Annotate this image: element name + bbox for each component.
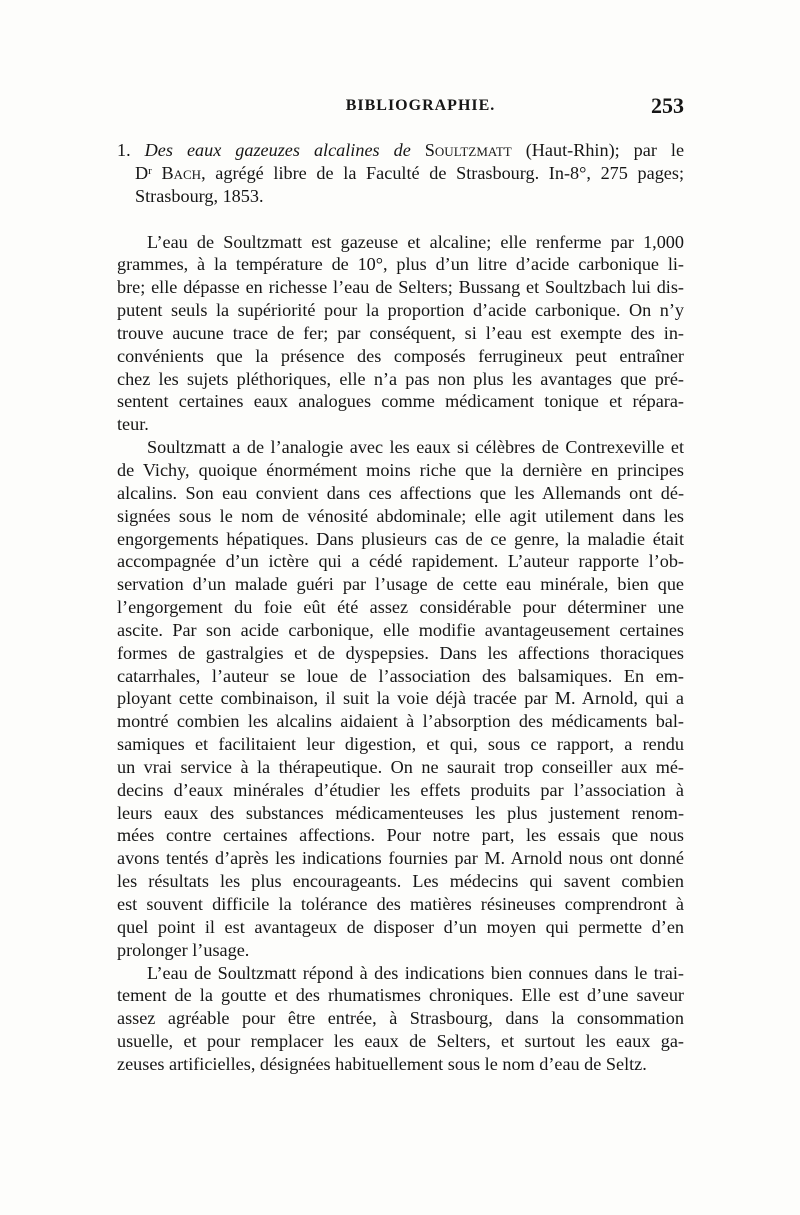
text-line: assez agréable pour être entrée, à Strasbourg, dans la consommation [117, 1008, 684, 1029]
text-line: quel point il est avantageux de disposer d’un moyen qui permette d’en [117, 916, 684, 937]
bibliographic-reference [117, 139, 684, 208]
text-line: chez les sujets pléthoriques, elle n’a pas non plus les avantages que pré- [117, 368, 684, 389]
text-line: de Vichy, quoique énormément moins riche que la dernière en principes [117, 459, 684, 480]
paragraphs [117, 231, 684, 1076]
text-line: mées contre certaines affections. Pour notre part, les essais que nous [117, 825, 684, 846]
text-line: trouve aucune trace de fer; par conséquent, si l’eau est exempte des in- [117, 322, 684, 343]
text-line: avons tentés d’après les indications fournies par M. Arnold nous ont donné [117, 848, 684, 869]
text-line: Soultzmatt a de l’analogie avec les eaux si célèbres de Contrexeville et [147, 437, 684, 458]
text-line: bre; elle dépasse en richesse l’eau de Selters; Bussang et Soultzbach lui dis- [117, 277, 684, 298]
text-line: teur. [117, 414, 149, 435]
text-line: decins d’eaux minérales d’étudier les effets produits par l’association à [117, 779, 684, 800]
section-gap [117, 208, 684, 231]
reference-place: Soultzmatt [424, 140, 512, 160]
reference-author: Bach [161, 162, 202, 183]
text-line: L’eau de Soultzmatt est gazeuse et alcaline; elle renferme par 1,000 [147, 231, 684, 252]
text-line: L’eau de Soultzmatt répond à des indications bien connues dans le trai- [147, 962, 684, 983]
text-line: accompagnée d’un ictère qui a cédé rapidement. L’auteur rapporte l’ob- [117, 551, 684, 572]
reference-author-sup: r [148, 164, 152, 177]
text-line: signées sous le nom de vénosité abdominale; elle agit utilement dans les [117, 505, 684, 526]
text-line: est souvent difficile la tolérance des matières résineuses comprendront à [117, 894, 684, 914]
reference-title: Des eaux gazeuzes alcalines de [144, 140, 411, 160]
reference-line [117, 139, 684, 162]
text-line: zeuses artificielles, désignées habituellement sous le nom d’eau de Seltz. [117, 1053, 647, 1074]
running-head-title: BIBLIOGRAPHIE. [345, 97, 496, 114]
text-line: l’engorgement du foie eût été assez considérable pour déterminer une [117, 597, 684, 618]
text-line: sentent certaines eaux analogues comme médicament tonique et répara- [117, 391, 684, 412]
text-line: convénients que la présence des composés ferrugineux peut entraîner [117, 345, 684, 366]
text-line: tement de la goutte et des rhumatismes chroniques. Elle est d’une saveur [117, 985, 684, 1006]
text-line: ployant cette combinaison, il suit la voie déjà tracée par M. Arnold, qui a [117, 688, 684, 709]
reference-region: (Haut-Rhin); par le [525, 140, 684, 160]
text-line: prolonger l’usage. [117, 939, 250, 960]
text-line: un vrai service à la thérapeutique. On ne saurait trop conseiller aux mé- [117, 756, 684, 777]
reference-line [117, 162, 684, 185]
text-line: engorgements hépatiques. Dans plusieurs cas de ce genre, la maladie était [117, 528, 684, 549]
text-line: formes de gastralgies et de dyspepsies. Dans les affections thoraciques [117, 642, 684, 663]
paragraph [117, 231, 684, 437]
text-line: usuelle, et pour remplacer les eaux de Selters, et surtout les eaux ga- [117, 1031, 684, 1052]
reference-imprint: Strasbourg, 1853. [135, 185, 264, 206]
text-line: catarrhales, l’auteur se loue de l’association des balsamiques. En em- [117, 665, 684, 686]
body-text [117, 139, 684, 1076]
text-line: servation d’un malade guéri par l’usage de cette eau minérale, bien que [117, 574, 684, 595]
text-line: alcalins. Son eau convient dans ces affections que les Allemands ont dé- [117, 482, 684, 503]
reference-number: 1. [117, 140, 131, 160]
paragraph [117, 436, 684, 961]
running-head [117, 93, 684, 127]
text-line: samiques et facilitaient leur digestion, et qui, sous ce rapport, a rendu [117, 734, 684, 755]
text-line: ascite. Par son acide carbonique, elle modifie avantageusement certaines [117, 619, 684, 640]
text-line: leurs eaux des substances médicamenteuses les plus justement renom- [117, 802, 684, 823]
text-line: grammes, à la température de 10°, plus d’un litre d’acide carbonique li- [117, 254, 684, 275]
text-line: montré combien les alcalins aidaient à l’absorption des médicaments bal- [117, 711, 684, 732]
text-line: les résultats les plus encourageants. Les médecins qui savent combien [117, 871, 684, 892]
reference-author-rest: , agrégé libre de la Faculté de Strasbourg. In-8°, 275 pages; [201, 162, 684, 183]
reference-author-prefix: D [135, 162, 149, 183]
page-number: 253 [651, 93, 684, 118]
paragraph [117, 962, 684, 1076]
text-line: putent seuls la supériorité pour la proportion d’acide carbonique. On n’y [117, 300, 684, 321]
